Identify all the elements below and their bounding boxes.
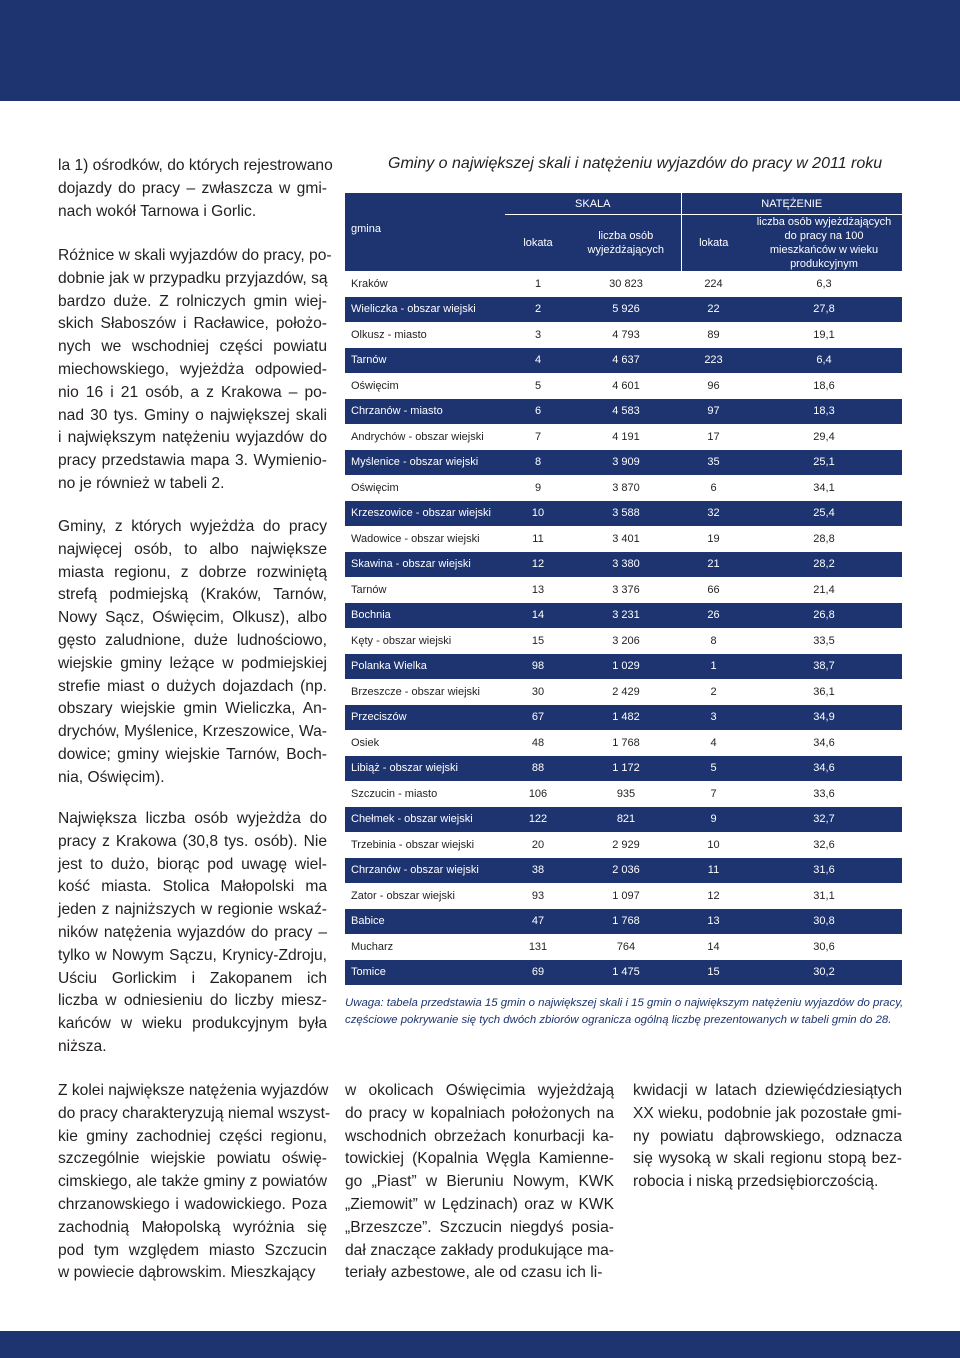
table-row [345,322,902,348]
text-line: do pracy charakteryzują niemal wszyst- [58,1104,331,1122]
cell-lokata-natezenie: 22 [681,297,746,323]
cell-liczba-osob: 3 588 [571,501,681,527]
cell-liczba-osob: 1 172 [571,756,681,782]
text-line: liczba w odniesieniu do liczby miesz- [58,992,327,1010]
cell-liczba-osob: 3 870 [571,475,681,501]
cell-lokata-natezenie: 5 [681,756,746,782]
text-line: pod tym względem miasto Szczucin [58,1241,327,1259]
cell-lokata-natezenie: 8 [681,628,746,654]
cell-natezenie: 19,1 [746,322,902,348]
text-line: Nowy Sącz, Oświęcim, Olkusz), albo [58,609,327,627]
text-line: ny powiatu dąbrowskiego, odznacza [633,1127,902,1145]
table-caption: Gminy o największej skali i natężeniu wyjazdów do pracy w 2011 roku [388,155,883,172]
cell-liczba-osob: 1 475 [571,960,681,986]
header-natezenie: NATĘŻENIE [681,193,902,215]
paragraph-largest-scale [58,516,327,790]
table-row [345,807,902,833]
text-line: do pracy w kopalniach położonych na [345,1104,614,1122]
cell-natezenie: 33,6 [746,781,902,807]
table-row [345,450,902,476]
text-line: najwięcej osób, to albo największe [58,540,327,558]
cell-lokata-natezenie: 12 [681,883,746,909]
text-line: nio 16 i 21 osób, a z Krakowa – po- [58,383,327,401]
cell-lokata-skala: 93 [505,883,571,909]
cell-lokata-natezenie: 15 [681,960,746,986]
cell-lokata-natezenie: 2 [681,679,746,705]
note-line: Uwaga: tabela przedstawia 15 gmin o największej skali i 15 gmin o największym natężeniu wyjazdów do pracy, [345,997,904,1009]
cell-natezenie: 28,2 [746,552,902,578]
cell-gmina: Tarnów [345,577,505,603]
text-line: jeden z najniższych w regionie wskaź- [58,901,327,919]
text-line: XX wieku, podobnie jak pozostałe gmi- [633,1104,902,1122]
text-line: go „Piast” w Bieruniu Nowym, KWK [345,1173,614,1191]
cell-natezenie: 21,4 [746,577,902,603]
text-line: la 1) ośrodków, do których rejestrowano [58,157,333,174]
cell-liczba-osob: 4 637 [571,348,681,374]
cell-lokata-skala: 88 [505,756,571,782]
cell-liczba-osob: 4 793 [571,322,681,348]
table-row [345,705,902,731]
cell-gmina: Olkusz - miasto [345,322,505,348]
text-line: szczególnie wiejskie powiatu oświę- [58,1150,327,1168]
cell-gmina: Babice [345,909,505,935]
cell-gmina: Tomice [345,960,505,986]
text-line: niższa. [58,1037,107,1055]
cell-natezenie: 6,3 [746,271,902,297]
table-row [345,577,902,603]
text-line: kańców w wieku produkcyjnym była [58,1015,327,1033]
cell-lokata-natezenie: 1 [681,654,746,680]
cell-lokata-natezenie: 97 [681,399,746,425]
cell-lokata-skala: 6 [505,399,571,425]
cell-lokata-skala: 47 [505,909,571,935]
cell-liczba-osob: 3 909 [571,450,681,476]
text-line: dał znaczące zakłady produkujące ma- [345,1241,614,1259]
cell-gmina: Krzeszowice - obszar wiejski [345,501,505,527]
table-row [345,501,902,527]
bottom-column-2 [345,1080,614,1285]
cell-liczba-osob: 935 [571,781,681,807]
cell-lokata-skala: 131 [505,934,571,960]
bottom-banner [0,1331,960,1358]
paragraph-intro [58,155,333,223]
cell-liczba-osob: 3 206 [571,628,681,654]
table-row [345,781,902,807]
cell-lokata-natezenie: 9 [681,807,746,833]
cell-lokata-skala: 38 [505,858,571,884]
table-row [345,297,902,323]
table-row [345,883,902,909]
cell-lokata-skala: 2 [505,297,571,323]
cell-lokata-skala: 106 [505,781,571,807]
cell-lokata-natezenie: 17 [681,424,746,450]
cell-gmina: Libiąż - obszar wiejski [345,756,505,782]
cell-lokata-skala: 13 [505,577,571,603]
cell-lokata-skala: 12 [505,552,571,578]
cell-natezenie: 32,6 [746,832,902,858]
table-row [345,603,902,629]
cell-liczba-osob: 821 [571,807,681,833]
table-row [345,399,902,425]
cell-lokata-skala: 14 [505,603,571,629]
cell-gmina: Trzebinia - obszar wiejski [345,832,505,858]
text-line: dojazdy do pracy – zwłaszcza w gmi- [58,179,327,197]
cell-lokata-natezenie: 7 [681,781,746,807]
text-line: Gminy, z których wyjeżdża do pracy [58,518,327,535]
cell-lokata-skala: 3 [505,322,571,348]
cell-liczba-osob: 3 376 [571,577,681,603]
cell-liczba-osob: 1 097 [571,883,681,909]
cell-natezenie: 32,7 [746,807,902,833]
table-row [345,271,902,297]
table-row [345,934,902,960]
table-body [345,271,902,985]
cell-lokata-natezenie: 14 [681,934,746,960]
cell-natezenie: 34,9 [746,705,902,731]
text-line: miechowskiego, wyjeżdża odpowied- [58,360,327,378]
text-line: w powiecie dąbrowskim. Mieszkający [58,1264,316,1282]
cell-natezenie: 31,1 [746,883,902,909]
cell-gmina: Bochnia [345,603,505,629]
cell-lokata-skala: 11 [505,526,571,552]
cell-natezenie: 33,5 [746,628,902,654]
commuting-table [345,193,902,985]
text-line: ników natężenia wyjazdów do pracy – [58,923,327,941]
text-line: pracy przedstawia mapa 3. Wymienio- [58,452,327,470]
cell-liczba-osob: 764 [571,934,681,960]
cell-natezenie: 25,4 [746,501,902,527]
cell-natezenie: 28,8 [746,526,902,552]
text-line: towickiej (Kopalnia Węgla Kamienne- [345,1150,614,1168]
cell-natezenie: 30,6 [746,934,902,960]
cell-gmina: Osiek [345,730,505,756]
table-row [345,832,902,858]
cell-lokata-natezenie: 96 [681,373,746,399]
cell-natezenie: 30,8 [746,909,902,935]
cell-lokata-skala: 48 [505,730,571,756]
cell-natezenie: 27,8 [746,297,902,323]
text-line: kie gminy zachodniej części regionu, [58,1127,327,1145]
cell-gmina: Oświęcim [345,373,505,399]
cell-lokata-skala: 67 [505,705,571,731]
text-line: Różnice w skali wyjazdów do pracy, po- [58,247,332,264]
cell-liczba-osob: 3 231 [571,603,681,629]
cell-liczba-osob: 4 583 [571,399,681,425]
paragraph-differences [58,245,332,496]
text-line: strefą podmiejską (Kraków, Tarnów, [58,586,327,604]
cell-lokata-skala: 10 [505,501,571,527]
header-lokata-natezenie: lokata [681,215,746,272]
text-line: wschodnich obrzeżach konurbacji ka- [345,1127,614,1145]
cell-gmina: Szczucin - miasto [345,781,505,807]
text-line: cimskiego, ale także gminy z powiatów [58,1173,327,1191]
cell-lokata-natezenie: 10 [681,832,746,858]
table-row [345,526,902,552]
text-line: nad 30 tys. Gminy o największej skali [58,406,327,424]
cell-natezenie: 26,8 [746,603,902,629]
bottom-column-3 [633,1080,902,1194]
cell-lokata-skala: 69 [505,960,571,986]
cell-lokata-natezenie: 32 [681,501,746,527]
cell-liczba-osob: 4 191 [571,424,681,450]
text-line: pracy z Krakowa (30,8 tys. osób). Nie [58,832,327,850]
cell-liczba-osob: 30 823 [571,271,681,297]
cell-lokata-natezenie: 4 [681,730,746,756]
table-row [345,552,902,578]
cell-gmina: Chrzanów - miasto [345,399,505,425]
cell-lokata-natezenie: 89 [681,322,746,348]
cell-liczba-osob: 3 401 [571,526,681,552]
cell-natezenie: 25,1 [746,450,902,476]
text-line: Największa liczba osób wyjeżdża do [58,810,327,827]
table-row [345,628,902,654]
cell-gmina: Tarnów [345,348,505,374]
table-row [345,960,902,986]
cell-gmina: Zator - obszar wiejski [345,883,505,909]
table-row [345,475,902,501]
cell-lokata-skala: 122 [505,807,571,833]
cell-liczba-osob: 3 380 [571,552,681,578]
text-line: tylko w Nowym Sączu, Krynicy-Zdroju, [58,946,327,964]
text-line: dobnie jak w przypadku przyjazdów, są [58,269,328,287]
text-line: w okolicach Oświęcimia wyjeżdżają [345,1082,614,1099]
top-banner [0,0,960,101]
bottom-column-1 [58,1080,331,1285]
header-gmina: gmina [345,193,505,271]
cell-lokata-natezenie: 19 [681,526,746,552]
header-skala: SKALA [505,193,681,215]
text-line: nach wokół Tarnowa i Gorlic. [58,202,257,220]
cell-liczba-osob: 1 482 [571,705,681,731]
cell-lokata-natezenie: 66 [681,577,746,603]
cell-lokata-skala: 4 [505,348,571,374]
text-line: robocia i niską przedsiębiorczością. [633,1173,879,1191]
cell-liczba-osob: 4 601 [571,373,681,399]
cell-lokata-skala: 30 [505,679,571,705]
text-line: strefie miast o dużych dojazdach (np. [58,677,327,695]
table-row [345,756,902,782]
text-line: nia, Oświęcim). [58,768,165,786]
cell-lokata-natezenie: 6 [681,475,746,501]
header-lokata-skala: lokata [505,215,571,272]
table-row [345,858,902,884]
cell-gmina: Wadowice - obszar wiejski [345,526,505,552]
cell-gmina: Skawina - obszar wiejski [345,552,505,578]
cell-gmina: Wieliczka - obszar wiejski [345,297,505,323]
cell-natezenie: 18,6 [746,373,902,399]
text-line: i największym natężeniu wyjazdów do [58,429,327,447]
cell-lokata-skala: 98 [505,654,571,680]
text-line: skich Słaboszów i Racławice, położo- [58,315,327,333]
cell-liczba-osob: 5 926 [571,297,681,323]
text-line: Uściu Gorlickim i Zakopanem ich [58,969,327,987]
text-line: się wysoką w skali regionu stopą bez- [633,1150,902,1168]
cell-lokata-natezenie: 3 [681,705,746,731]
cell-lokata-natezenie: 21 [681,552,746,578]
text-line: zachodnią Małopolską wyróżnia się [58,1218,327,1236]
cell-natezenie: 6,4 [746,348,902,374]
text-line: „Brzeszcze”. Szczucin niegdyś posia- [345,1218,614,1236]
text-line: obszary wiejskie gmin Wieliczka, An- [58,700,327,718]
cell-lokata-natezenie: 224 [681,271,746,297]
cell-gmina: Chełmek - obszar wiejski [345,807,505,833]
cell-liczba-osob: 1 768 [571,909,681,935]
cell-lokata-skala: 8 [505,450,571,476]
cell-gmina: Polanka Wielka [345,654,505,680]
cell-natezenie: 34,1 [746,475,902,501]
text-line: wiejskie gminy leżące w podmiejskiej [58,654,327,672]
cell-liczba-osob: 1 768 [571,730,681,756]
cell-lokata-skala: 20 [505,832,571,858]
text-line: chrzanowskiego i wadowickiego. Poza [58,1195,327,1213]
text-line: bardzo duże. Z rolniczych gmin wiej- [58,292,327,310]
text-line: Z kolei największe natężenia wyjazdów [58,1082,329,1099]
cell-natezenie: 29,4 [746,424,902,450]
table-row [345,909,902,935]
cell-liczba-osob: 2 429 [571,679,681,705]
text-line: gęsto zaludnione, duże ludnościowo, [58,631,327,649]
cell-liczba-osob: 2 929 [571,832,681,858]
cell-natezenie: 31,6 [746,858,902,884]
table-row [345,424,902,450]
cell-natezenie: 38,7 [746,654,902,680]
cell-lokata-natezenie: 13 [681,909,746,935]
cell-natezenie: 36,1 [746,679,902,705]
cell-gmina: Myślenice - obszar wiejski [345,450,505,476]
cell-natezenie: 34,6 [746,730,902,756]
table-row [345,730,902,756]
cell-gmina: Chrzanów - obszar wiejski [345,858,505,884]
text-line: no je również w tabeli 2. [58,474,225,492]
cell-gmina: Andrychów - obszar wiejski [345,424,505,450]
text-line: drychów, Myślenice, Krzeszowice, Wa- [58,723,327,741]
text-line: dowice; gminy wiejskie Tarnów, Boch- [58,745,327,763]
text-line: miasta regionu, z dobrze rozwiniętą [58,563,327,581]
cell-natezenie: 34,6 [746,756,902,782]
cell-gmina: Mucharz [345,934,505,960]
text-line: kwidacji w latach dziewięćdziesiątych [633,1082,902,1099]
text-line: kość miasta. Stolica Małopolski ma [58,878,327,896]
cell-lokata-skala: 1 [505,271,571,297]
text-line: teriały azbestowe, ale od czasu ich li- [345,1264,603,1282]
table-row [345,348,902,374]
paragraph-krakow [58,808,327,1059]
table-row [345,679,902,705]
cell-lokata-skala: 5 [505,373,571,399]
cell-natezenie: 30,2 [746,960,902,986]
text-line: „Ziemowit” w Lędzinach) oraz w KWK [345,1195,614,1213]
cell-liczba-osob: 2 036 [571,858,681,884]
cell-lokata-natezenie: 223 [681,348,746,374]
cell-gmina: Kraków [345,271,505,297]
cell-lokata-natezenie: 11 [681,858,746,884]
cell-gmina: Oświęcim [345,475,505,501]
cell-natezenie: 18,3 [746,399,902,425]
header-liczba-natezenie: liczba osób wyjeżdżających do pracy na 100 mieszkańców w wieku produkcyjnym [746,215,902,272]
cell-liczba-osob: 1 029 [571,654,681,680]
header-liczba-osob: liczba osób wyjeżdżających [571,215,681,272]
table-row [345,373,902,399]
cell-gmina: Brzeszcze - obszar wiejski [345,679,505,705]
text-line: nych we wschodniej części powiatu [58,338,327,356]
cell-lokata-natezenie: 35 [681,450,746,476]
cell-gmina: Kęty - obszar wiejski [345,628,505,654]
cell-lokata-skala: 7 [505,424,571,450]
cell-lokata-skala: 9 [505,475,571,501]
cell-lokata-skala: 15 [505,628,571,654]
cell-gmina: Przeciszów [345,705,505,731]
text-line: jest to dużo, biorąc pod uwagę wiel- [58,855,327,873]
cell-lokata-natezenie: 26 [681,603,746,629]
note-line: częściowe pokrywanie się tych dwóch zbiorów ogranicza ogólną liczbę prezentowanych w tabeli gmin do 28. [345,1014,892,1026]
table-row [345,654,902,680]
table-note [345,995,905,1029]
